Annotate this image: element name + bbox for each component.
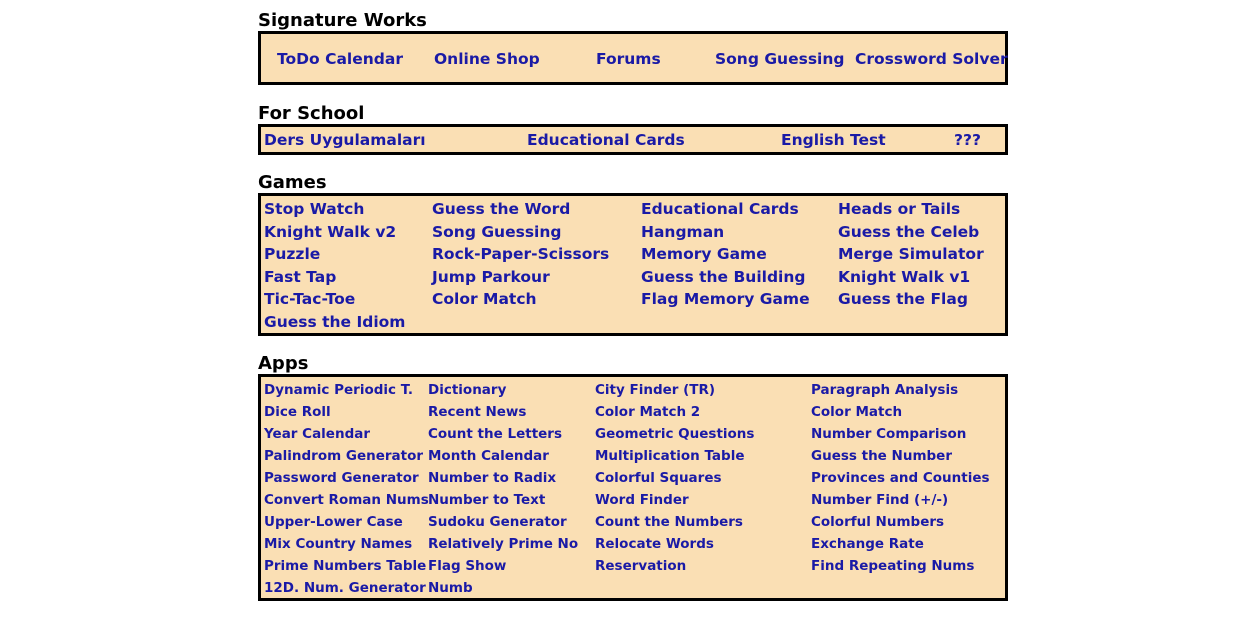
games-box [258,193,1008,336]
apps-box [258,374,1008,601]
link-prime-numbers-table[interactable]: Prime Numbers Table [264,558,427,574]
link-palindrom-generator[interactable]: Palindrom Generator [264,448,424,464]
link-dictionary[interactable]: Dictionary [428,382,507,398]
link-count-the-letters[interactable]: Count the Letters [428,426,562,442]
link-upper-lower-case[interactable]: Upper-Lower Case [264,514,403,530]
link-sudoku-generator[interactable]: Sudoku Generator [428,514,567,530]
link-number-to-radix[interactable]: Number to Radix [428,470,557,486]
link-paragraph-analysis[interactable]: Paragraph Analysis [811,382,959,398]
link-color-match-2[interactable]: Color Match 2 [595,404,701,420]
link-stop-watch[interactable]: Stop Watch [264,200,365,218]
link-hangman[interactable]: Hangman [641,222,725,241]
for-school-box [258,124,1008,155]
link-rock-paper-scissors[interactable]: Rock-Paper-Scissors [432,245,610,263]
section-title-signature-works: Signature Works [258,10,427,31]
link-relocate-words[interactable]: Relocate Words [595,536,714,552]
link-dice-roll[interactable]: Dice Roll [264,404,331,420]
link-exchange-rate[interactable]: Exchange Rate [811,536,924,552]
link-unknown[interactable]: ??? [954,131,981,149]
section-title-apps: Apps [258,353,309,374]
link-guess-the-word[interactable]: Guess the Word [432,200,571,218]
link-song-guessing[interactable]: Song Guessing [715,50,845,68]
link-dynamic-periodic-t[interactable]: Dynamic Periodic T. [264,382,414,398]
link-todo-calendar[interactable]: ToDo Calendar [277,50,403,68]
link-forums[interactable]: Forums [596,50,661,68]
link-numb[interactable]: Numb [428,580,473,596]
link-guess-the-celeb[interactable]: Guess the Celeb [838,222,980,241]
link-song-guessing[interactable]: Song Guessing [432,222,562,241]
link-colorful-numbers[interactable]: Colorful Numbers [811,514,945,530]
link-number-to-text[interactable]: Number to Text [428,492,546,508]
link-color-match[interactable]: Color Match [811,404,903,420]
link-count-the-numbers[interactable]: Count the Numbers [595,514,743,530]
link-month-calendar[interactable]: Month Calendar [428,448,549,464]
link-provinces-and-counties[interactable]: Provinces and Counties [811,470,990,486]
link-number-comparison[interactable]: Number Comparison [811,426,967,442]
link-merge-simulator[interactable]: Merge Simulator [838,245,984,263]
link-knight-walk-v2[interactable]: Knight Walk v2 [264,222,397,241]
link-12d-num-generator[interactable]: 12D. Num. Generator [264,580,426,596]
link-tic-tac-toe[interactable]: Tic-Tac-Toe [264,290,356,308]
link-guess-the-flag[interactable]: Guess the Flag [838,290,968,308]
link-geometric-questions[interactable]: Geometric Questions [595,426,755,442]
link-recent-news[interactable]: Recent News [428,404,527,420]
link-word-finder[interactable]: Word Finder [595,492,689,508]
link-guess-the-building[interactable]: Guess the Building [641,267,806,286]
link-crossword-solver[interactable]: Crossword Solver [855,50,1008,68]
signature-works-box [258,31,1008,85]
link-educational-cards[interactable]: Educational Cards [527,131,685,149]
link-guess-the-idiom[interactable]: Guess the Idiom [264,312,406,331]
link-flag-show[interactable]: Flag Show [428,558,507,574]
section-title-for-school: For School [258,103,365,124]
link-ders-uygulamalari[interactable]: Ders Uygulamaları [264,131,426,149]
link-colorful-squares[interactable]: Colorful Squares [595,470,722,486]
link-password-generator[interactable]: Password Generator [264,470,419,486]
link-educational-cards[interactable]: Educational Cards [641,200,799,218]
link-color-match[interactable]: Color Match [432,290,537,308]
link-english-test[interactable]: English Test [781,131,886,149]
link-online-shop[interactable]: Online Shop [434,50,540,68]
link-convert-roman-nums[interactable]: Convert Roman Nums [264,492,429,508]
link-jump-parkour[interactable]: Jump Parkour [432,267,550,286]
link-heads-or-tails[interactable]: Heads or Tails [838,200,961,218]
link-find-repeating-nums[interactable]: Find Repeating Nums [811,558,975,574]
link-multiplication-table[interactable]: Multiplication Table [595,448,745,464]
section-title-games: Games [258,172,327,193]
link-reservation[interactable]: Reservation [595,558,687,574]
link-fast-tap[interactable]: Fast Tap [264,267,337,286]
link-flag-memory-game[interactable]: Flag Memory Game [641,290,810,308]
link-year-calendar[interactable]: Year Calendar [264,426,371,442]
link-puzzle[interactable]: Puzzle [264,245,321,263]
link-memory-game[interactable]: Memory Game [641,245,767,263]
link-knight-walk-v1[interactable]: Knight Walk v1 [838,267,971,286]
link-guess-the-number[interactable]: Guess the Number [811,448,952,464]
link-city-finder-tr[interactable]: City Finder (TR) [595,382,716,398]
link-relatively-prime-no[interactable]: Relatively Prime No [428,536,579,552]
link-number-find[interactable]: Number Find (+/-) [811,492,949,508]
link-mix-country-names[interactable]: Mix Country Names [264,536,413,552]
